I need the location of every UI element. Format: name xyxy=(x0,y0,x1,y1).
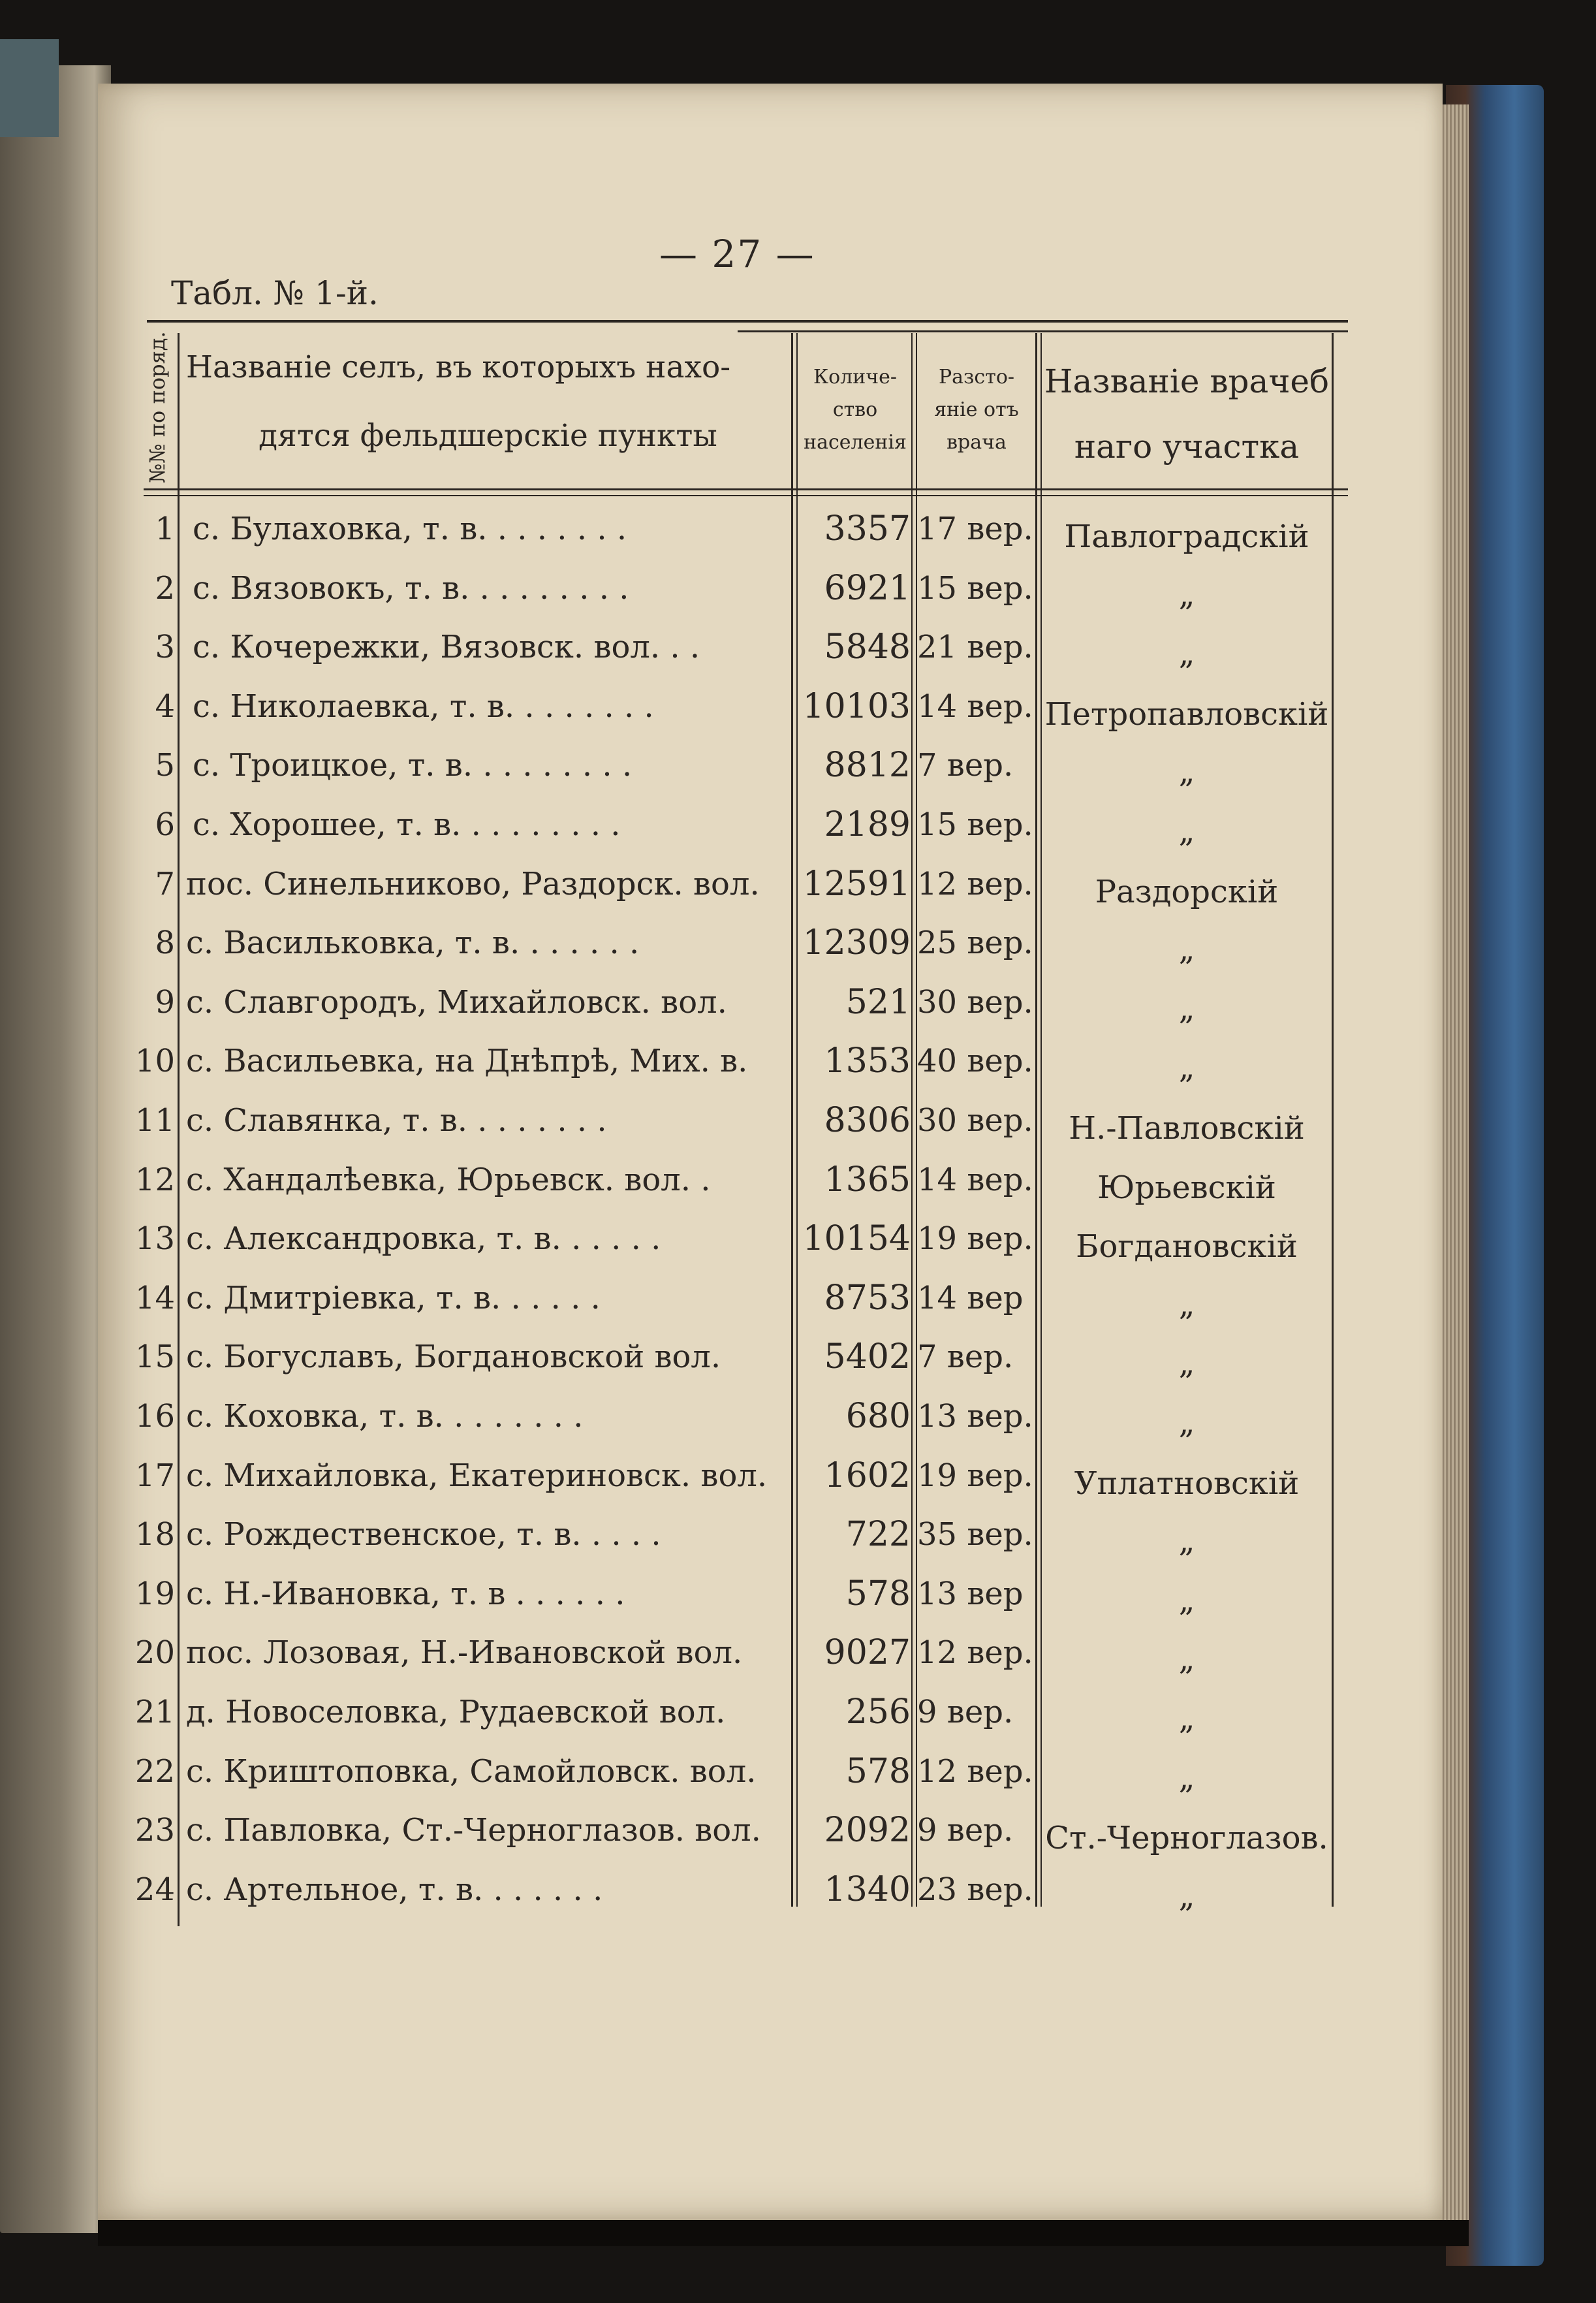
row-district: „ xyxy=(1178,635,1195,672)
row-district: „ xyxy=(1178,1523,1195,1559)
row-population: 12309 xyxy=(802,923,911,962)
row-number: 4 xyxy=(155,688,175,725)
row-population: 578 xyxy=(845,1752,911,1791)
row-population: 3357 xyxy=(824,509,911,548)
header-distance-line2: яніе отъ xyxy=(934,398,1019,421)
row-village: с. Славянка, т. в. . . . . . . . xyxy=(186,1102,607,1139)
row-population: 8306 xyxy=(824,1101,911,1140)
row-population: 10154 xyxy=(802,1219,911,1258)
row-village: с. Вязовокъ, т. в. . . . . . . . . xyxy=(193,570,629,607)
row-village: с. Артельное, т. в. . . . . . . xyxy=(186,1871,603,1908)
row-number: 12 xyxy=(134,1162,175,1198)
row-number: 24 xyxy=(134,1871,175,1908)
row-number: 11 xyxy=(134,1102,175,1139)
row-village: с. Александровка, т. в. . . . . . xyxy=(186,1220,661,1257)
row-village: пос. Лозовая, Н.-Ивановской вол. xyxy=(186,1634,743,1671)
left-page xyxy=(0,65,111,2233)
row-distance: 7 вер. xyxy=(917,747,1014,784)
row-district: „ xyxy=(1178,1405,1195,1441)
row-distance: 40 вер. xyxy=(917,1043,1033,1079)
row-district: „ xyxy=(1178,931,1195,968)
row-population: 12591 xyxy=(802,865,911,904)
row-number: 2 xyxy=(155,570,175,607)
row-population: 578 xyxy=(845,1574,911,1613)
row-population: 2092 xyxy=(824,1811,911,1850)
row-population: 1602 xyxy=(824,1456,911,1495)
row-district: „ xyxy=(1178,754,1195,790)
row-number: 21 xyxy=(134,1694,175,1730)
header-population-line1: Количе- xyxy=(813,366,898,389)
row-distance: 23 вер. xyxy=(917,1871,1033,1908)
row-number: 15 xyxy=(134,1339,175,1375)
row-district: „ xyxy=(1178,1760,1195,1796)
row-village: с. Рождественское, т. в. . . . . xyxy=(186,1516,661,1553)
header-district-line2: наго участка xyxy=(1074,428,1300,466)
col-rule-num xyxy=(178,333,180,1926)
page-edges xyxy=(1439,104,1469,2227)
row-distance: 25 вер. xyxy=(917,925,1033,961)
row-number: 17 xyxy=(134,1457,175,1494)
row-district: Н.-Павловскій xyxy=(1069,1110,1305,1147)
row-distance: 12 вер. xyxy=(917,866,1033,902)
row-village: с. Коховка, т. в. . . . . . . . xyxy=(186,1398,584,1435)
row-number: 6 xyxy=(155,806,175,843)
row-distance: 12 вер. xyxy=(917,1634,1033,1671)
header-village-line2: дятся фельдшерскіе пункты xyxy=(258,418,717,454)
header-village-line1: Названіе селъ, въ которыхъ нахо- xyxy=(186,349,731,385)
col-rule-village xyxy=(791,333,793,1907)
row-population: 5402 xyxy=(824,1337,911,1376)
row-population: 2189 xyxy=(824,805,911,844)
row-distance: 12 вер. xyxy=(917,1753,1033,1790)
row-district: „ xyxy=(1178,1582,1195,1619)
row-village: д. Новоселовка, Рудаевской вол. xyxy=(186,1694,726,1730)
table-label: Табл. № 1-й. xyxy=(171,274,379,312)
row-distance: 13 вер. xyxy=(917,1398,1033,1435)
row-population: 722 xyxy=(845,1515,911,1554)
row-distance: 15 вер. xyxy=(917,570,1033,607)
row-distance: 9 вер. xyxy=(917,1812,1014,1849)
left-page-corner xyxy=(0,39,59,137)
row-distance: 17 вер. xyxy=(917,511,1033,547)
row-population: 9027 xyxy=(824,1633,911,1672)
row-distance: 9 вер. xyxy=(917,1694,1014,1730)
row-district: „ xyxy=(1178,1345,1195,1382)
row-district: Ст.-Черноглазов. xyxy=(1045,1820,1328,1856)
row-population: 256 xyxy=(845,1692,911,1732)
row-village: с. Михайловка, Екатериновск. вол. xyxy=(186,1457,768,1494)
row-distance: 19 вер. xyxy=(917,1457,1033,1494)
row-district: „ xyxy=(1178,1286,1195,1323)
row-number: 7 xyxy=(155,866,175,902)
row-number: 20 xyxy=(134,1634,175,1671)
row-distance: 15 вер. xyxy=(917,806,1033,843)
row-district: „ xyxy=(1178,1700,1195,1737)
row-number: 14 xyxy=(134,1280,175,1316)
row-distance: 21 вер. xyxy=(917,629,1033,665)
row-village: с. Богуславъ, Богдановской вол. xyxy=(186,1339,721,1375)
row-village: с. Н.-Ивановка, т. в . . . . . . xyxy=(186,1576,625,1612)
row-population: 1340 xyxy=(824,1870,911,1909)
row-village: с. Николаевка, т. в. . . . . . . . xyxy=(193,688,654,725)
row-village: с. Васильковка, т. в. . . . . . . xyxy=(186,925,640,961)
row-number: 8 xyxy=(155,925,175,961)
row-number: 18 xyxy=(134,1516,175,1553)
row-number: 10 xyxy=(134,1043,175,1079)
header-num: №№ по поряд. xyxy=(145,331,170,483)
row-district: Уплатновскій xyxy=(1074,1465,1300,1502)
row-population: 8812 xyxy=(824,746,911,785)
row-district: Раздорскій xyxy=(1095,874,1279,910)
row-village: с. Хандалѣевка, Юрьевск. вол. . xyxy=(186,1162,711,1198)
row-number: 16 xyxy=(134,1398,175,1435)
row-population: 8753 xyxy=(824,1279,911,1318)
row-number: 3 xyxy=(155,629,175,665)
row-distance: 14 вер xyxy=(917,1280,1024,1316)
row-district: Павлоградскій xyxy=(1064,518,1309,555)
row-village: с. Павловка, Ст.-Черноглазов. вол. xyxy=(186,1812,761,1849)
col-rule-right xyxy=(1332,333,1334,1907)
row-population: 680 xyxy=(845,1397,911,1436)
header-bottom-rule-2 xyxy=(144,495,1348,496)
row-distance: 19 вер. xyxy=(917,1220,1033,1257)
row-district: „ xyxy=(1178,991,1195,1027)
row-population: 6921 xyxy=(824,569,911,608)
row-population: 1365 xyxy=(824,1160,911,1199)
header-distance-line3: врача xyxy=(947,431,1007,454)
row-district: Богдановскій xyxy=(1076,1228,1298,1265)
header-population-line3: населенія xyxy=(804,431,907,454)
row-population: 1353 xyxy=(824,1041,911,1081)
row-distance: 30 вер. xyxy=(917,984,1033,1021)
row-population: 521 xyxy=(845,983,911,1022)
row-district: „ xyxy=(1178,1878,1195,1914)
row-number: 22 xyxy=(134,1753,175,1790)
row-district: Юрьевскій xyxy=(1097,1169,1276,1206)
row-village: с. Дмитріевка, т. в. . . . . . xyxy=(186,1280,601,1316)
row-district: Петропавловскій xyxy=(1044,696,1329,733)
row-district: „ xyxy=(1178,813,1195,850)
row-number: 13 xyxy=(134,1220,175,1257)
row-number: 5 xyxy=(155,747,175,784)
row-village: с. Троицкое, т. в. . . . . . . . . xyxy=(193,747,633,784)
page-number: — 27 — xyxy=(659,232,815,276)
table-top-rule xyxy=(147,320,1348,323)
row-village: с. Булаховка, т. в. . . . . . . . xyxy=(193,511,627,547)
header-bottom-rule xyxy=(144,488,1348,490)
header-distance-line1: Разсто- xyxy=(938,366,1015,389)
header-district-line1: Названіе врачеб xyxy=(1044,362,1330,400)
row-village: с. Хорошее, т. в. . . . . . . . . xyxy=(193,806,621,843)
row-distance: 35 вер. xyxy=(917,1516,1033,1553)
row-population: 5848 xyxy=(824,627,911,667)
header-population-line2: ство xyxy=(832,398,878,421)
row-village: с. Кочережки, Вязовск. вол. . . xyxy=(193,629,700,665)
row-village: с. Славгородъ, Михайловск. вол. xyxy=(186,984,727,1021)
row-distance: 30 вер. xyxy=(917,1102,1033,1139)
row-distance: 13 вер xyxy=(917,1576,1024,1612)
bottom-shadow xyxy=(98,2220,1469,2246)
row-district: „ xyxy=(1178,1641,1195,1677)
row-number: 9 xyxy=(155,984,175,1021)
row-district: „ xyxy=(1178,1049,1195,1086)
col-rule-pop xyxy=(911,333,913,1907)
row-distance: 14 вер. xyxy=(917,688,1033,725)
row-number: 19 xyxy=(134,1576,175,1612)
row-village: пос. Синельниково, Раздорск. вол. xyxy=(186,866,760,902)
table-top-rule-2 xyxy=(738,330,1348,332)
row-number: 1 xyxy=(155,511,175,547)
row-district: „ xyxy=(1178,577,1195,613)
row-population: 10103 xyxy=(802,687,911,726)
row-village: с. Криштоповка, Самойловск. вол. xyxy=(186,1753,757,1790)
row-distance: 14 вер. xyxy=(917,1162,1033,1198)
row-number: 23 xyxy=(134,1812,175,1849)
row-distance: 7 вер. xyxy=(917,1339,1014,1375)
row-village: с. Васильевка, на Днѣпрѣ, Мих. в. xyxy=(186,1043,748,1079)
